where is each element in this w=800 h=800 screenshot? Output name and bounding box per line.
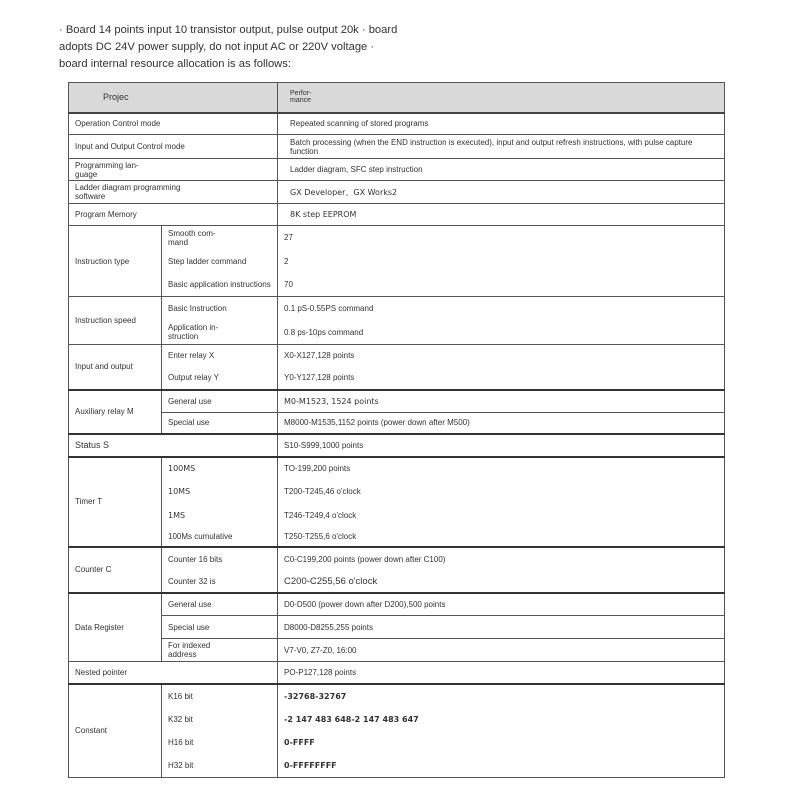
sub-value: X0-X127,128 points [278,345,725,367]
resource-allocation-table [68,82,725,778]
sub-label: Counter 32 is [162,571,278,593]
row-label-line-1: Programming lan- [75,160,139,170]
table-row [69,754,725,778]
group-label-input-output: Input and output [69,345,162,390]
sub-value: 0.1 pS-0.55PS command [278,297,725,321]
table-row [69,273,725,297]
sub-label: Output relay Y [162,367,278,390]
sub-label: Basic application instructions [162,273,278,297]
table-row [69,708,725,731]
group-label-timer: Timer T [69,457,162,547]
sub-label-line-2: address [168,650,197,659]
row-value-line-1: Batch processing (when the END instruction is executed), input and output refresh instructions, with pulse capture [290,137,693,147]
sub-label: Basic Instruction [162,297,278,321]
table-row [69,159,725,181]
table-row [69,135,725,159]
sub-label: Step ladder command [162,250,278,273]
row-label: Nested pointer [69,662,278,684]
table-row [69,662,725,684]
row-value: GX Developer、GX Works2 [278,181,725,204]
table-row [69,528,725,547]
sub-value: D8000-D8255,255 points [278,616,725,639]
sub-label [162,226,278,250]
sub-value: V7-V0, Z7-Z0, 16:00 [278,639,725,662]
table-row [69,731,725,754]
group-label-instruction-speed: Instruction speed [69,297,162,345]
sub-label: General use [162,390,278,413]
sub-label: Enter relay X [162,345,278,367]
table-row [69,504,725,528]
header-performance [278,83,725,113]
row-label [69,159,278,181]
sub-label: 100Ms cumulative [162,528,278,547]
sub-value: 27 [278,226,725,250]
row-value: Repeated scanning of stored programs [278,113,725,135]
table-row [69,547,725,571]
table-row [69,639,725,662]
sub-label-line-1: For indexed [168,641,211,650]
table-row [69,434,725,457]
sub-value: Y0-Y127,128 points [278,367,725,390]
sub-label: 10MS [162,480,278,504]
sub-value: D0-D500 (power down after D200),500 points [278,593,725,616]
table-row [69,297,725,321]
table-row [69,226,725,250]
table-row [69,457,725,480]
row-label: Program Memory [69,204,278,226]
table-row [69,367,725,390]
sub-value: 0.8 ps-10ps command [278,321,725,345]
sub-label: Special use [162,413,278,434]
sub-label-line-2: struction [168,332,199,342]
intro-line-1: · Board 14 points input 10 transistor output, pulse output 20k · board [59,24,398,36]
sub-label-line-2: mand [168,237,189,247]
sub-label: 100MS [162,457,278,480]
table-row [69,684,725,708]
table-row [69,593,725,616]
table-row [69,113,725,135]
sub-value: T250-T255,6 o'clock [278,528,725,547]
sub-label: Special use [162,616,278,639]
row-value: Ladder diagram, SFC step instruction [278,159,725,181]
sub-label: General use [162,593,278,616]
sub-value: C200-C255,56 o'clock [278,571,725,593]
header-performance-line-2: mance [290,97,312,105]
sub-value: TO-199,200 points [278,457,725,480]
row-label [69,181,278,204]
group-label-instruction-type: Instruction type [69,226,162,297]
header-performance-line-1: Perfor- [290,90,312,98]
sub-label: Counter 16 bits [162,547,278,571]
group-label-data-register: Data Register [69,593,162,662]
intro-text [59,22,419,73]
intro-line-3: board internal resource allocation is as follows: [59,58,291,70]
group-label-counter: Counter C [69,547,162,593]
table-row [69,480,725,504]
sub-value: 0-FFFFFFFF [278,754,725,778]
sub-label [162,639,278,662]
sub-label: H16 bit [162,731,278,754]
table-row [69,250,725,273]
table-row [69,413,725,434]
sub-value: -32768-32767 [278,684,725,708]
row-label-line-1: Ladder diagram programming [75,183,181,192]
table-row [69,390,725,413]
sub-label: 1MS [162,504,278,528]
intro-line-2: adopts DC 24V power supply, do not input AC or 220V voltage · [59,41,375,53]
row-label-line-2: guage [75,169,98,179]
table-header-row [69,83,725,113]
row-label: Input and Output Control mode [69,135,278,159]
row-label: Status S [69,434,278,457]
group-label-auxiliary-relay: Auxiliary relay M [69,390,162,434]
sub-label [162,321,278,345]
sub-label-line-1: Smooth com- [168,228,216,238]
row-value: 8K step EEPROM [278,204,725,226]
sub-value: 70 [278,273,725,297]
sub-value: T200-T245,46 o'clock [278,480,725,504]
row-value [278,135,725,159]
header-project: Projec [69,83,278,113]
table-row [69,181,725,204]
sub-value: -2 147 483 648-2 147 483 647 [278,708,725,731]
sub-value: 2 [278,250,725,273]
table-row [69,345,725,367]
table-row [69,321,725,345]
table-row [69,616,725,639]
row-label-line-2: software [75,192,106,201]
sub-value: C0-C199,200 points (power down after C100) [278,547,725,571]
group-label-constant: Constant [69,684,162,778]
sub-value: M0-M1523, 1524 points [278,390,725,413]
sub-label: K32 bit [162,708,278,731]
sub-value: M8000-M1535,1152 points (power down after M500) [278,413,725,434]
sub-value: 0-FFFF [278,731,725,754]
row-label: Operation Control mode [69,113,278,135]
sub-label-line-1: Application in- [168,323,219,333]
row-value: S10-S999,1000 points [278,434,725,457]
table-row [69,571,725,593]
sub-label: H32 bit [162,754,278,778]
sub-value: T246-T249,4 o'clock [278,504,725,528]
table-row [69,204,725,226]
sub-label: K16 bit [162,684,278,708]
row-value: PO-P127,128 points [278,662,725,684]
row-value-line-2: function [290,146,319,156]
